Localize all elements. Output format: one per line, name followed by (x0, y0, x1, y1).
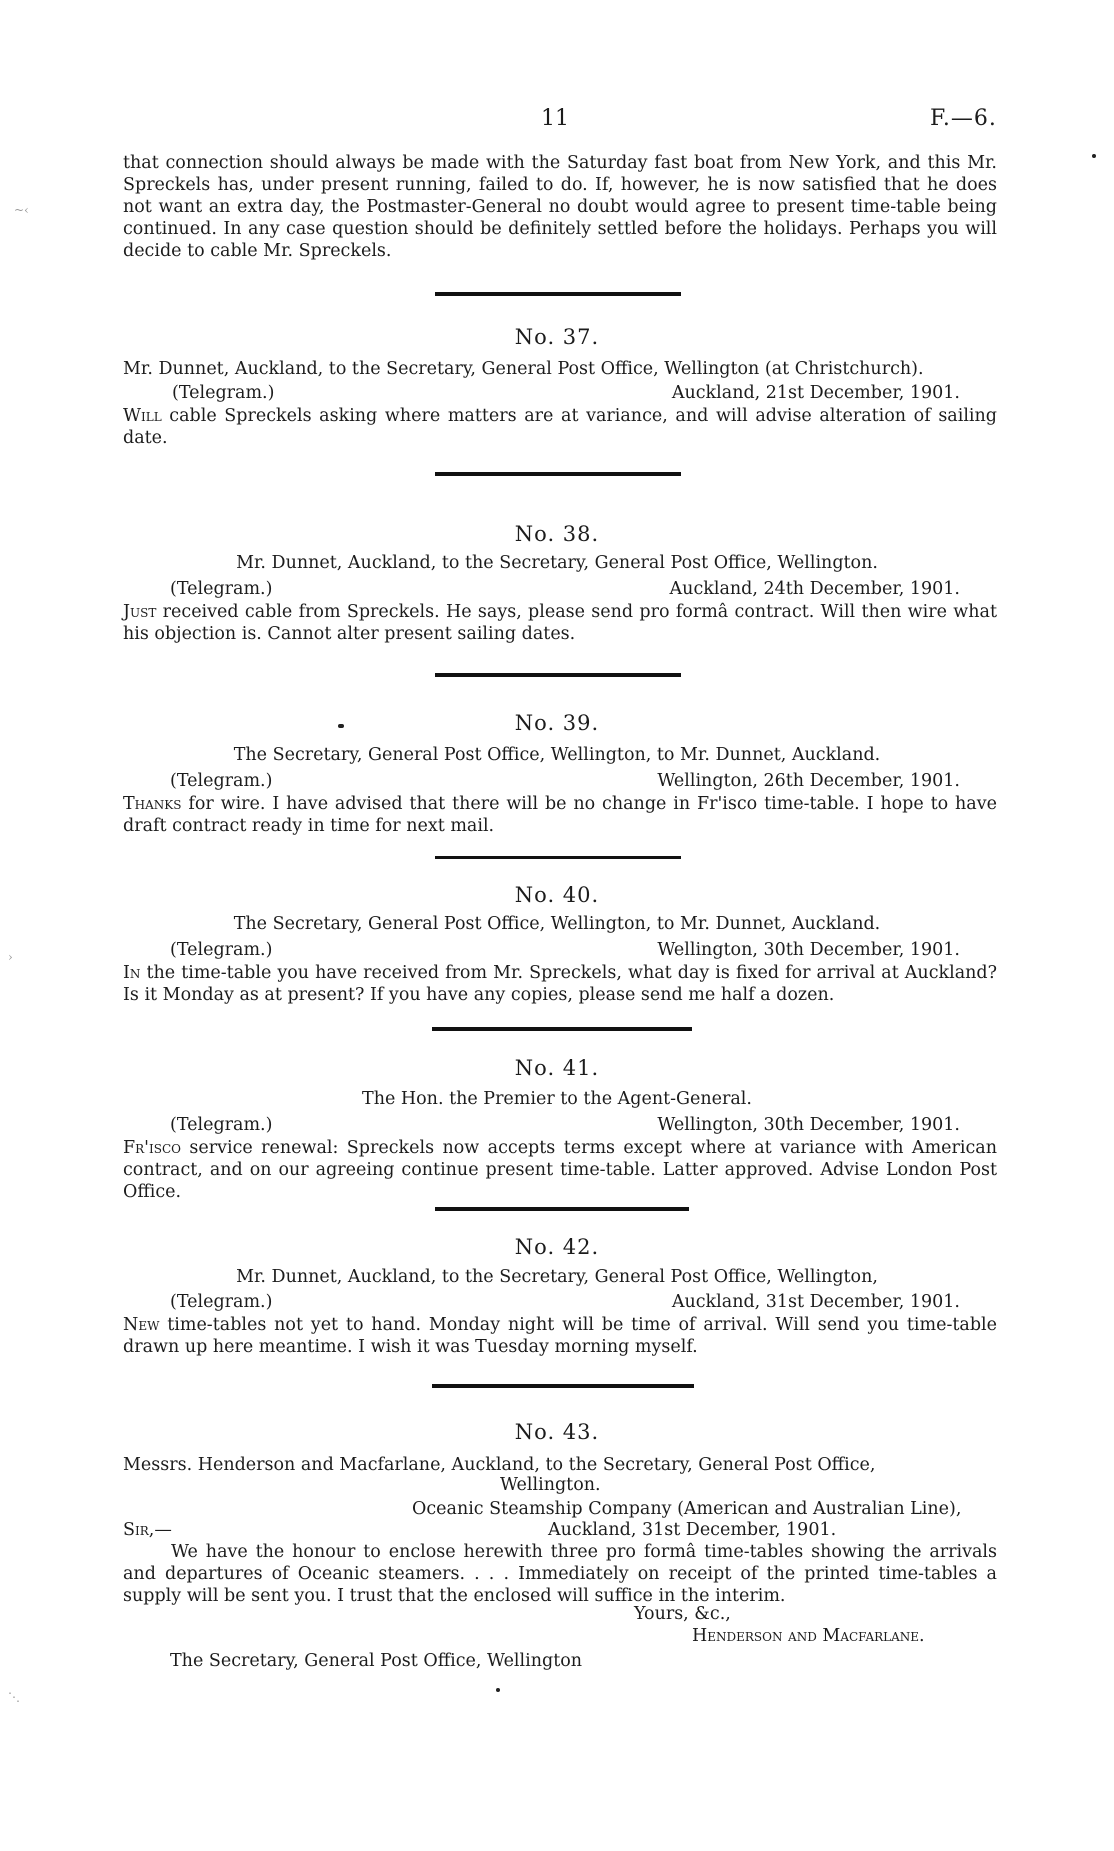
entry-place-date: Auckland, 24th December, 1901. (669, 579, 960, 599)
section-rule (435, 673, 681, 677)
entry-number: No. 41. (514, 1056, 600, 1080)
entry-place-date: Auckland, 21st December, 1901. (671, 383, 960, 403)
entry-lead-word: In (123, 963, 141, 983)
entry-place-date: Wellington, 30th December, 1901. (657, 1115, 960, 1135)
entry-body (123, 793, 997, 837)
letter-closing: Yours, &c., (634, 1604, 731, 1624)
entry-lead-word: Thanks (123, 794, 182, 814)
scan-speck (496, 1688, 500, 1692)
entry-body (123, 601, 997, 645)
entry-type: (Telegram.) (170, 1292, 273, 1312)
entry-number: No. 37. (514, 325, 600, 349)
entry-from-to: The Hon. the Premier to the Agent-General. (362, 1089, 752, 1109)
entry-number: No. 40. (514, 883, 600, 907)
entry-type: (Telegram.) (170, 1115, 273, 1135)
entry-lead-word: Fr'isco (123, 1138, 181, 1158)
entry-type: (Telegram.) (172, 383, 275, 403)
section-rule (432, 1384, 694, 1388)
entry-from-to: The Secretary, General Post Office, Wellington, to Mr. Dunnet, Auckland. (233, 745, 881, 765)
scan-mark: ~‹ (14, 203, 29, 217)
letter-salutation: Sir,— (123, 1520, 172, 1540)
entry-number: No. 38. (514, 522, 600, 546)
letter-body: We have the honour to enclose herewith three pro formâ time-tables showing the arrivals and departures of Oceanic steamers. . . . Immediately on receipt of the printed time-tables a supply will be sent you. I trust that the enclosed will suffice in the interim. (123, 1542, 997, 1606)
scan-speck (338, 724, 344, 728)
entry-body (123, 962, 997, 1006)
entry-lead-word: Will (123, 406, 162, 426)
entry-body-text: service renewal: Spreckels now accepts terms except where at variance with American contract, and on our agreeing continue present time-table. Latter approved. Advise London Post Office. (123, 1138, 997, 1202)
letter-signature: Henderson and Macfarlane. (692, 1626, 925, 1646)
entry-from-to: Mr. Dunnet, Auckland, to the Secretary, General Post Office, Wellington (at Christchurch). (123, 359, 924, 379)
entry-place-date: Wellington, 30th December, 1901. (657, 940, 960, 960)
section-rule (435, 856, 681, 859)
letter-place-date: Auckland, 31st December, 1901. (548, 1520, 837, 1540)
entry-place-date: Wellington, 26th December, 1901. (657, 771, 960, 791)
entry-body-text: time-tables not yet to hand. Monday night will be time of arrival. Will send you time-table drawn up here meantime. I wish it was Tuesday morning myself. (123, 1315, 997, 1357)
entry-body (123, 1314, 997, 1358)
letter-from-to-continuation: Wellington. (500, 1475, 601, 1495)
page-number: 11 (541, 106, 569, 131)
intro-paragraph: that connection should always be made with the Saturday fast boat from New York, and this Mr. Spreckels has, under present running, failed to do. If, however, he is now satisfied that he does not want an extra day, the Postmaster-General no doubt would agree to present time-table being continued. In any case question should be definitely settled before the holidays. Perhaps you will decide to cable Mr. Spreckels. (123, 153, 997, 261)
entry-type: (Telegram.) (170, 771, 273, 791)
letter-from-to: Messrs. Henderson and Macfarlane, Auckland, to the Secretary, General Post Office, (123, 1455, 876, 1475)
scan-speck (1092, 154, 1096, 158)
entry-body-text: for wire. I have advised that there will be no change in Fr'isco time-table. I hope to have draft contract ready in time for next mail. (123, 794, 997, 836)
letter-number: No. 43. (514, 1420, 600, 1444)
section-rule (432, 1027, 692, 1031)
document-reference: F.—6. (930, 106, 997, 131)
entry-body-text: the time-table you have received from Mr. Spreckels, what day is fixed for arrival at Auckland? Is it Monday as at present? If you have any copies, please send me half a dozen. (123, 963, 997, 1005)
entry-from-to: Mr. Dunnet, Auckland, to the Secretary, General Post Office, Wellington, (236, 1267, 878, 1287)
section-rule (435, 292, 681, 296)
entry-body (123, 405, 997, 449)
entry-lead-word: Just (123, 602, 157, 622)
entry-from-to: Mr. Dunnet, Auckland, to the Secretary, General Post Office, Wellington. (236, 553, 878, 573)
entry-body-text: received cable from Spreckels. He says, please send pro formâ contract. Will then wire what his objection is. Cannot alter present sailing dates. (123, 602, 997, 644)
section-rule (435, 472, 681, 476)
entry-number: No. 39. (514, 711, 600, 735)
entry-type: (Telegram.) (170, 940, 273, 960)
scan-mark: › (8, 950, 13, 964)
entry-type: (Telegram.) (170, 579, 273, 599)
entry-body-text: cable Spreckels asking where matters are at variance, and will advise alteration of sailing date. (123, 406, 997, 448)
letter-company-line: Oceanic Steamship Company (American and Australian Line), (412, 1499, 962, 1519)
entry-lead-word: New (123, 1315, 160, 1335)
entry-from-to: The Secretary, General Post Office, Wellington, to Mr. Dunnet, Auckland. (233, 914, 881, 934)
entry-body (123, 1137, 997, 1203)
scan-mark: ⋱ (8, 1690, 20, 1704)
section-rule (435, 1207, 689, 1211)
entry-place-date: Auckland, 31st December, 1901. (671, 1292, 960, 1312)
entry-number: No. 42. (514, 1235, 600, 1259)
letter-addressee: The Secretary, General Post Office, Wellington (170, 1651, 583, 1671)
